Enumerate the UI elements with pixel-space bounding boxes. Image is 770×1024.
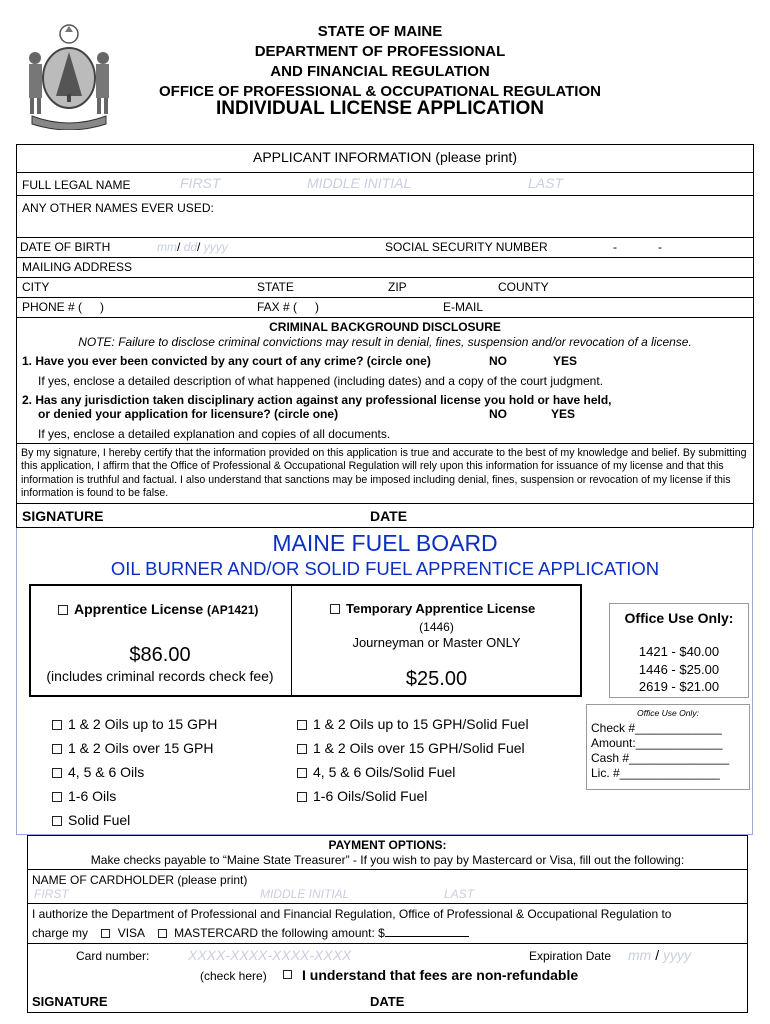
dob-label: DATE OF BIRTH	[20, 240, 111, 254]
q1-yes-option[interactable]: YES	[553, 354, 578, 368]
applicant-section-title: APPLICANT INFORMATION (please print)	[253, 149, 517, 165]
email-label: E-MAIL	[443, 300, 484, 314]
card-number-field[interactable]: XXXX-XXXX-XXXX-XXXX	[188, 947, 352, 963]
office-use-title-2: Office Use Only:	[637, 708, 699, 718]
charge-amount-field[interactable]	[385, 926, 469, 937]
date-label: DATE	[370, 508, 408, 524]
option-12-over-15[interactable]: 1 & 2 Oils over 15 GPH	[52, 736, 217, 760]
option-1-6[interactable]: 1-6 Oils	[52, 784, 217, 808]
temp-license-option[interactable]	[330, 601, 535, 616]
phone-label: PHONE # ( )	[22, 300, 105, 314]
temp-license-note: Journeyman or Master ONLY	[352, 635, 521, 650]
mastercard-checkbox[interactable]	[158, 929, 167, 938]
nonrefundable-checkbox[interactable]	[283, 970, 292, 979]
card-number-label: Card number:	[76, 949, 150, 963]
exp-month: mm	[628, 947, 652, 963]
apprentice-code: (AP1421)	[207, 603, 259, 617]
signature-label: SIGNATURE	[22, 508, 104, 524]
left-license-options	[52, 712, 217, 832]
dob-field[interactable]	[157, 240, 228, 254]
question-2-line2: or denied your application for licensure? (circle one)	[38, 407, 339, 421]
option-12-over-15-solid[interactable]: 1 & 2 Oils over 15 GPH/Solid Fuel	[297, 736, 529, 760]
question-2-line1: 2. Has any jurisdiction taken disciplinary action against any professional license you hold or have held,	[22, 393, 612, 407]
fuel-app-title: OIL BURNER AND/OR SOLID FUEL APPRENTICE APPLICATION	[110, 558, 660, 579]
charge-my-label: charge my	[32, 926, 89, 940]
header-department: DEPARTMENT OF PROFESSIONAL	[254, 43, 506, 60]
other-names-field[interactable]	[20, 216, 750, 236]
attestation-text: By my signature, I hereby certify that the information provided on this application is true and accurate to the best of my knowledge and belief. By submitting this application, I affirm that the Office of Professional & Occupational Regulation will rely upon this information for issuance of my license and that this information is truthful and factual. I also understand that sanctions may be imposed including denial, fines, suspension or revocation of my license if this information is found to be false.	[21, 447, 747, 500]
option-12-up-to-15-solid[interactable]: 1 & 2 Oils up to 15 GPH/Solid Fuel	[297, 712, 529, 736]
q1-followup: If yes, enclose a detailed description of what happened (including dates) and a copy of the court judgment.	[38, 374, 604, 388]
exp-sep: /	[655, 947, 660, 963]
header-office: OFFICE OF PROFESSIONAL & OCCUPATIONAL REGULATION	[159, 83, 601, 100]
dob-sep-2: /	[197, 240, 201, 254]
visa-label: VISA	[117, 926, 145, 940]
county-label: COUNTY	[498, 280, 549, 294]
office-lic-line: Lic. #_______________	[591, 766, 720, 780]
option-12-up-to-15[interactable]: 1 & 2 Oils up to 15 GPH	[52, 712, 217, 736]
office-fee-1446: 1446 - $25.00	[638, 661, 720, 677]
ssn-field[interactable]	[560, 238, 750, 256]
q2-no-option[interactable]: NO	[489, 407, 507, 421]
cardholder-label: NAME OF CARDHOLDER (please print)	[32, 873, 248, 887]
office-cash-line: Cash #_______________	[591, 751, 730, 765]
middle-initial-field[interactable]: MIDDLE INITIAL	[307, 175, 412, 191]
state-seal-logo	[24, 18, 114, 130]
right-license-options	[297, 712, 529, 808]
full-name-label: FULL LEGAL NAME	[22, 178, 131, 192]
criminal-title: CRIMINAL BACKGROUND DISCLOSURE	[269, 320, 501, 334]
charge-my-row	[32, 926, 469, 940]
date-field[interactable]	[420, 506, 740, 526]
exp-year: yyyy	[663, 947, 691, 963]
office-amount-line: Amount:_____________	[591, 736, 723, 750]
apprentice-fee: $86.00	[129, 644, 191, 666]
header-state: STATE OF MAINE	[317, 23, 443, 40]
temp-license-label: Temporary Apprentice License	[346, 601, 536, 616]
fax-label: FAX # ( )	[257, 300, 320, 314]
dob-year: yyyy	[203, 240, 228, 254]
q2-followup: If yes, enclose a detailed explanation and copies of all documents.	[38, 427, 391, 441]
office-fee-2619: 2619 - $21.00	[638, 679, 720, 694]
cardholder-last-field[interactable]: LAST	[444, 887, 475, 901]
office-use-title: Office Use Only:	[624, 610, 734, 626]
state-label: STATE	[257, 280, 294, 294]
office-fee-1421: 1421 - $40.00	[638, 644, 720, 659]
apprentice-checkbox[interactable]	[58, 605, 68, 615]
ssn-label: SOCIAL SECURITY NUMBER	[385, 240, 548, 254]
option-1-6-solid[interactable]: 1-6 Oils/Solid Fuel	[297, 784, 529, 808]
authorize-text: I authorize the Department of Professional and Financial Regulation, Office of Professional & Occupational Regulation to	[32, 907, 672, 921]
option-456-solid[interactable]: 4, 5 & 6 Oils/Solid Fuel	[297, 760, 529, 784]
last-name-field[interactable]: LAST	[528, 175, 564, 191]
zip-label: ZIP	[388, 280, 407, 294]
option-solid-fuel[interactable]: Solid Fuel	[52, 808, 217, 832]
dob-month: mm	[157, 240, 177, 254]
dob-sep-1: /	[177, 240, 181, 254]
dob-day: dd	[183, 240, 198, 254]
apprentice-label: Apprentice License	[74, 601, 204, 617]
office-use-lines	[591, 721, 729, 781]
city-label: CITY	[22, 280, 50, 294]
q2-yes-option[interactable]: YES	[551, 407, 576, 421]
mailing-address-label: MAILING ADDRESS	[22, 260, 133, 274]
temp-license-checkbox[interactable]	[330, 604, 340, 614]
temp-license-code: (1446)	[419, 620, 454, 634]
payment-signature-label: SIGNATURE	[32, 994, 108, 1009]
payment-date-field[interactable]	[420, 990, 740, 1010]
payment-signature-field[interactable]	[120, 990, 360, 1010]
expiration-label: Expiration Date	[529, 949, 612, 963]
cardholder-middle-field[interactable]: MIDDLE INITIAL	[260, 887, 350, 901]
first-name-field[interactable]: FIRST	[180, 175, 221, 191]
signature-field[interactable]	[120, 506, 360, 526]
mastercard-label: MASTERCARD the following amount: $	[174, 926, 385, 940]
q1-no-option[interactable]: NO	[489, 354, 507, 368]
nonrefundable-text: I understand that fees are non-refundable	[302, 967, 579, 983]
form-title: INDIVIDUAL LICENSE APPLICATION	[216, 98, 544, 119]
office-check-line: Check #_____________	[591, 721, 722, 735]
payment-date-label: DATE	[370, 994, 405, 1009]
other-names-label: ANY OTHER NAMES EVER USED:	[22, 201, 214, 215]
visa-checkbox[interactable]	[101, 929, 110, 938]
question-1: 1. Have you ever been convicted by any court of any crime? (circle one)	[22, 354, 431, 368]
criminal-note: NOTE: Failure to disclose criminal convictions may result in denial, fines, suspension and/or revocation of a license.	[78, 335, 692, 349]
expiration-field[interactable]	[628, 947, 691, 963]
fuel-board-title: MAINE FUEL BOARD	[272, 530, 498, 556]
option-456[interactable]: 4, 5 & 6 Oils	[52, 760, 217, 784]
temp-license-fee: $25.00	[405, 668, 468, 690]
check-here-label: (check here)	[200, 969, 267, 983]
ssn-dash-1: -	[613, 240, 617, 254]
payment-title: PAYMENT OPTIONS:	[328, 838, 447, 852]
apprentice-license-option[interactable]	[58, 601, 258, 617]
payment-instructions: Make checks payable to “Maine State Treasurer” - If you wish to pay by Mastercard or Visa, fill out the following:	[90, 853, 685, 867]
cardholder-first-field[interactable]: FIRST	[34, 887, 69, 901]
header-department-cont: AND FINANCIAL REGULATION	[270, 63, 490, 80]
office-fee-list	[609, 643, 749, 696]
apprentice-fee-note: (includes criminal records check fee)	[46, 668, 274, 684]
ssn-dash-2: -	[658, 240, 662, 254]
